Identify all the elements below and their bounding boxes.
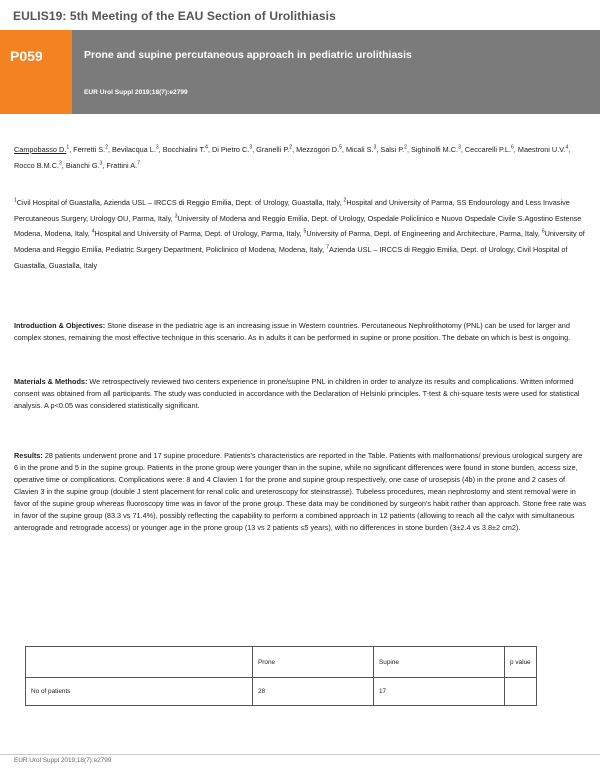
affiliation-number: 7 [326,244,329,251]
table-cell: 17 [374,678,505,706]
author [73,145,108,154]
author [465,145,514,154]
author-name: Rocco B.M.C. [14,161,60,171]
abstract-code-box [0,30,72,114]
author-name: Micali S. [345,145,374,154]
footer-divider [0,754,600,755]
author [380,145,407,154]
author [518,145,568,154]
author-affiliation-number: 5 [339,144,342,151]
affiliation-number: 4 [91,228,95,235]
affiliation-number: 3 [174,213,178,220]
journal-reference: EUR Urol Suppl 2019;18(7):e2799 [84,89,188,96]
affiliation-number: 6 [541,228,545,235]
author-name: Sighinolfi M.C. [411,145,459,154]
table-header-cell: p value [505,647,537,678]
author-name: Bevilacqua L. [112,145,156,154]
affiliation-number: 2 [343,197,347,204]
author [106,161,140,170]
author-list: Campobasso D.$^1$, Ferretti S.$^2$, Bevilacqua L.$^3$, Bocchialini T.$^4$, Di Pietro C.$^3$, Granelli P.$^2$, Mezzogori D.$^5$, Micali S.$^3$, Salsi P.$^2$, Sighinolfi M.C.$^3$, Ceccarelli P.L.$^6$, Maestroni U.V.$^4$, Rocco B.M.C.$^3$, Bianchi G.$^3$, Frattini A.$^7$ [14,144,571,171]
author-affiliation-number: 6 [511,144,514,151]
meeting-title: EULIS19: 5th Meeting of the EAU Section of Urolithiasis [13,9,336,23]
affiliation-text: University of Modena and Reggio Emilia, Dept. of Urology, Ospedale Policlinico e Nuovo Ospedale Civile S.Agostino Estense Modena, Modena, Italy, [14,213,582,239]
author-affiliation-number: 2 [404,144,407,151]
author-affiliation-number: 7 [137,160,140,167]
author-affiliation-number: 2 [105,144,108,151]
methods-section [14,376,587,412]
author-name: Di Pietro C. [212,145,250,154]
author-name: Bianchi G. [65,161,100,171]
abstract-banner [0,30,600,114]
affiliation-text: University of Modena and Reggio Emilia, Pediatric Surgery Department, Policlinico of Modena, Modena, Italy, [14,229,585,255]
author [212,145,252,154]
methods-text: We retrospectively reviewed two centers experience in prone/supine PNL in children in order to analyze its results and complications. Written informed consent was obtained from all participants. The study was conducted in accordance with the Declaration of Helsinki principles. T-test & chi-square tests were used for statistical analysis. A p<0.05 was considered statistically significant. [14,377,580,411]
introduction-text: Stone disease in the pediatric age is an increasing issue in Western countries. Percutaneous Nephrolithotomy (PNL) can be used for larger and complex stones, remaining the most effective technique in this scenario. As in adults it can be performed in supine or prone position. The debate on which is best is ongoing. [14,321,571,343]
author [14,145,69,154]
author-affiliation-number: 3 [249,144,253,151]
author-name: Ceccarelli P.L. [464,145,512,154]
author-name: Mezzogori D. [296,145,340,154]
results-table [25,646,537,706]
author [66,161,102,170]
author-affiliation-number: 3 [458,144,461,151]
affiliation-list [14,195,587,273]
abstract-title: Prone and supine percutaneous approach in pediatric urolithiasis [84,49,412,61]
methods-label: Materials & Methods: [14,377,88,386]
author-name: Frattini A. [106,161,138,171]
author [296,145,342,154]
author-name: Ferretti S. [73,145,106,154]
table-header-cell: Supine [374,647,505,678]
author-affiliation-number: 4 [205,144,208,151]
author [14,161,62,170]
affiliation-text: Hospital and University of Parma, Dept. of Urology, Parma, Italy, [94,229,302,239]
results-label: Results: [14,451,43,460]
author [163,145,208,154]
abstract-code: P059 [10,48,43,64]
author [411,145,461,154]
table-header-cell: Prone [253,647,374,678]
author-affiliation-number: 3 [373,144,377,151]
affiliation-text: University of Parma, Dept. of Engineering and Architecture, Parma, Italy, [306,229,540,239]
author-affiliation-number: 2 [289,144,293,151]
author-affiliation-number: 4 [565,144,569,151]
author [256,145,292,154]
table-row [26,678,537,706]
affiliation-text: Civil Hospital of Guastalla, Azienda USL – IRCCS di Reggio Emilia, Dept. of Urology, Guastalla, Italy, [16,198,342,207]
author-affiliation-number: 1 [66,144,70,151]
author-affiliation-number: 3 [59,160,62,167]
table-cell: 28 [253,678,374,706]
affiliation-number: 5 [303,228,307,235]
footer-reference: EUR Urol Suppl 2019;18(7):e2799 [14,757,112,764]
table-cell [505,678,537,706]
affiliation-text: Hospital and University of Parma, SS Endourology and Less Invasive Percutaneous Surgery, Urology OU, Parma, Italy, [14,198,570,223]
author-affiliation-number: 3 [155,144,159,151]
author [346,145,376,154]
results-section [14,450,587,534]
author [112,145,159,154]
author-name: Maestroni U.V. [517,145,566,154]
author-name: Salsi P. [380,145,405,154]
author-name: Bocchialini T. [162,145,206,154]
introduction-section [14,320,587,344]
table-header-cell [26,647,253,678]
affiliation-text: Azienda USL – IRCCS di Reggio Emilia, Dept. of Urology, Civil Hospital of Guastalla, Guastalla, Italy [14,245,568,270]
table-header-row [26,647,537,678]
author-name: Granelli P. [256,145,290,154]
affiliation-number: 1 [14,197,17,204]
results-text: 28 patients underwent prone and 17 supine procedure. Patients's characteristics are reported in the Table. Patients with malformations/ previous urological surgery are 6 in the prone and 5 in the supine group. Patients in the prone group were younger than in the supine, while no significant differences were found in stone burden, access size, operative time or complications. Complications were: 8 and 4 Clavien 1 for the prone and supine group respectively, one case of urosepsis (4b) in the prone and 2 cases of Clavien 3 in the supine group (double J stent placement for renal colic and ureteroscopy for steinstrasse). Tubeless procedures, mean nephrostomy and stent removal were in favor of the supine group whereas fluoroscopy time was in favor of the prone group. These data may be conditioned by surgeon's habit rather than approach. Stone free rate was in favor of the supine group (83.3 vs 71.4%), possibly reflecting the capability to perform a combined approach in 12 patients (allowing to reach all the calyx with simultaneous anterograde and retrograde access) or younger age in the prone group (13 vs 2 patients ≤5 years), with no differences in stone burden (3±2.4 vs 3.8±2 cm2). [14,451,586,533]
author-affiliation-number: 3 [99,160,103,167]
table-cell: No of patients [26,678,253,706]
author-name: Campobasso D. [14,145,67,154]
introduction-label: Introduction & Objectives: [14,321,106,330]
